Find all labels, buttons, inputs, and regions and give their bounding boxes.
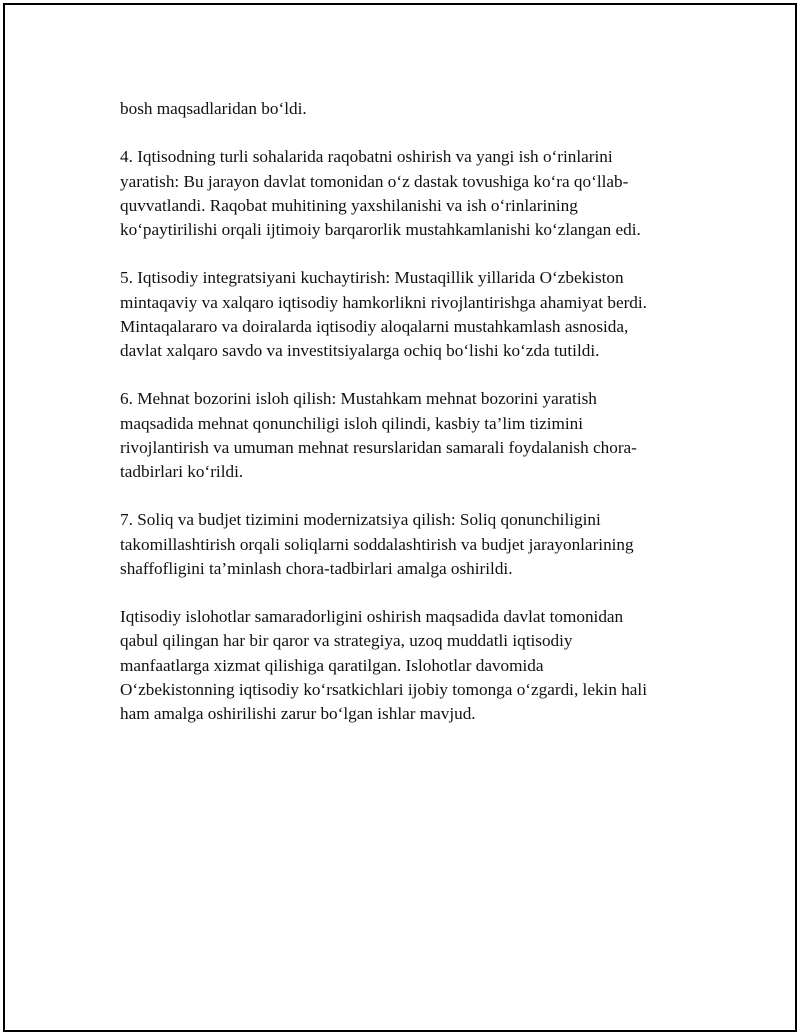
- text-line: maqsadida mehnat qonunchiligi isloh qilindi, kasbiy ta’lim tizimini: [120, 413, 584, 433]
- text-line: tadbirlari ko‘rildi.: [120, 462, 244, 481]
- text-line: ko‘paytirilishi orqali ijtimoiy barqarorlik mustahkamlanishi ko‘zlangan edi.: [120, 220, 641, 239]
- paragraph-item-4: [120, 145, 700, 242]
- paragraph-item-6: [120, 387, 700, 484]
- text-line: mintaqaviy va xalqaro iqtisodiy hamkorlikni rivojlantirishga ahamiyat berdi.: [120, 292, 647, 312]
- paragraph-conclusion: [120, 605, 700, 726]
- text-line: 6. Mehnat bozorini isloh qilish: Mustahkam mehnat bozorini yaratish: [120, 389, 597, 409]
- text-line: 5. Iqtisodiy integratsiyani kuchaytirish: Mustaqillik yillarida O‘zbekiston: [120, 268, 624, 288]
- text-line: manfaatlarga xizmat qilishiga qaratilgan. Islohotlar davomida: [120, 655, 544, 675]
- text-line: Iqtisodiy islohotlar samaradorligini oshirish maqsadida davlat tomonidan: [120, 607, 624, 627]
- text-line: 4. Iqtisodning turli sohalarida raqobatni oshirish va yangi ish o‘rinlarini: [120, 147, 613, 167]
- document-body: [120, 97, 700, 750]
- text-line: takomillashtirish orqali soliqlarni soddalashtirish va budjet jarayonlarining: [120, 534, 634, 554]
- text-line: ham amalga oshirilishi zarur bo‘lgan ishlar mavjud.: [120, 704, 476, 723]
- text-line: Mintaqalararo va doiralarda iqtisodiy aloqalarni mustahkamlash asnosida,: [120, 316, 629, 336]
- text-line: quvvatlandi. Raqobat muhitining yaxshilanishi va ish o‘rinlarining: [120, 195, 578, 215]
- text-line: bosh maqsadlaridan bo‘ldi.: [120, 99, 307, 118]
- paragraph-continuation: [120, 97, 700, 121]
- text-line: rivojlantirish va umuman mehnat resurslaridan samarali foydalanish chora-: [120, 437, 637, 457]
- document-page: [3, 3, 797, 1032]
- text-line: shaffofligini ta’minlash chora-tadbirlari amalga oshirildi.: [120, 558, 513, 578]
- text-line: O‘zbekistonning iqtisodiy ko‘rsatkichlari ijobiy tomonga o‘zgardi, lekin hali: [120, 679, 647, 699]
- paragraph-item-7: [120, 508, 700, 581]
- text-line: 7. Soliq va budjet tizimini modernizatsiya qilish: Soliq qonunchiligini: [120, 510, 601, 530]
- text-line: qabul qilingan har bir qaror va strategiya, uzoq muddatli iqtisodiy: [120, 631, 573, 651]
- text-line: yaratish: Bu jarayon davlat tomonidan o‘z dastak tovushiga ko‘ra qo‘llab-: [120, 171, 629, 191]
- text-line: davlat xalqaro savdo va investitsiyalarga ochiq bo‘lishi ko‘zda tutildi.: [120, 341, 600, 360]
- paragraph-item-5: [120, 266, 700, 363]
